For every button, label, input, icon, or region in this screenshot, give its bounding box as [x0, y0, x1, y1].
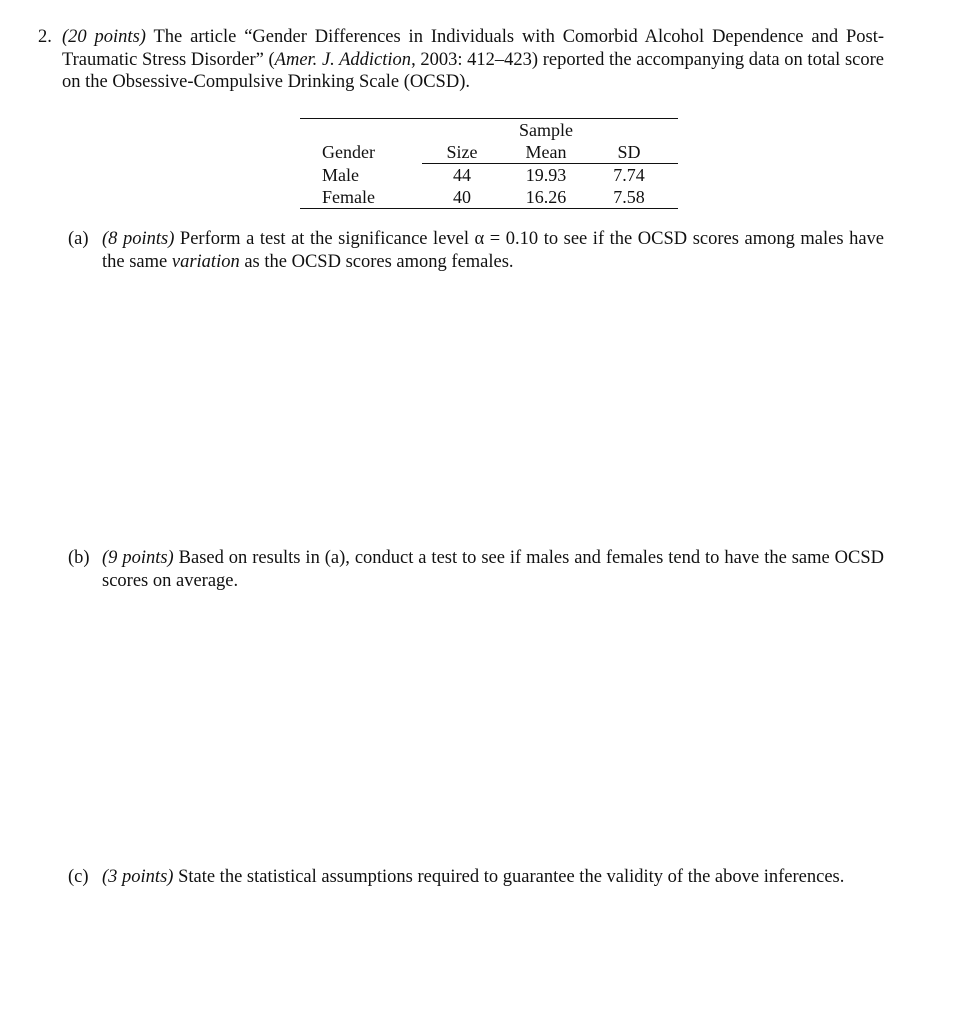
table-row: [300, 164, 678, 187]
cell-size: 40: [422, 186, 502, 209]
intro-text-pre: The article “Gender Differences in Individuals with Comorbid Alcohol Dependence and Post- Traumatic Stress Disorder” (: [62, 27, 884, 70]
part-a: [68, 228, 884, 273]
part-a-points: (8 points): [102, 229, 175, 249]
part-a-text-pre: Perform a test at the significance level α = 0.10 to see if the OCSD scores among males have the same: [102, 229, 885, 272]
table-row: [300, 186, 678, 209]
header-sd: SD: [590, 141, 678, 164]
cell-mean: 19.93: [525, 165, 567, 185]
part-b-points: (9 points): [102, 548, 174, 568]
data-table: [300, 118, 678, 209]
problem-points: (20 points): [62, 27, 146, 47]
table-header-group-row: [300, 119, 678, 142]
part-b-text: Based on results in (a), conduct a test to see if males and females tend to have the same OCSD scores on average.: [102, 548, 884, 591]
header-size: Size: [422, 141, 502, 164]
header-gender: Gender: [322, 142, 375, 163]
part-b: [68, 547, 884, 592]
problem-statement: [38, 26, 884, 94]
problem-number: 2.: [38, 27, 52, 47]
part-c-points: (3 points): [102, 867, 174, 887]
part-c-text: State the statistical assumptions required to guarantee the validity of the above inferences.: [178, 867, 845, 887]
cell-sd: 7.58: [590, 186, 678, 209]
cell-gender: Female: [300, 186, 422, 209]
part-a-emphasis: variation: [171, 251, 240, 272]
journal-name: Amer. J. Addiction: [274, 49, 412, 70]
part-c-label: (c): [68, 867, 89, 887]
table-header-row: [300, 141, 678, 164]
cell-mean: 16.26: [502, 186, 590, 209]
cell-gender: Male: [322, 164, 359, 185]
part-a-label: (a): [68, 229, 89, 249]
cell-sd: 7.74: [613, 165, 645, 185]
cell-size: 44: [453, 165, 471, 185]
part-a-text-post: as the OCSD scores among females.: [239, 251, 514, 272]
sample-group-header: Sample: [502, 119, 590, 142]
part-b-label: (b): [68, 548, 90, 568]
problem-intro: [38, 26, 884, 94]
part-c: [68, 866, 884, 889]
intro-text-post: , 2003: 412–423) reported the accompanying data on total score on the Obsessive-Compulsive Drinking Scale (OCSD).: [62, 49, 884, 92]
header-mean: Mean: [502, 141, 590, 164]
